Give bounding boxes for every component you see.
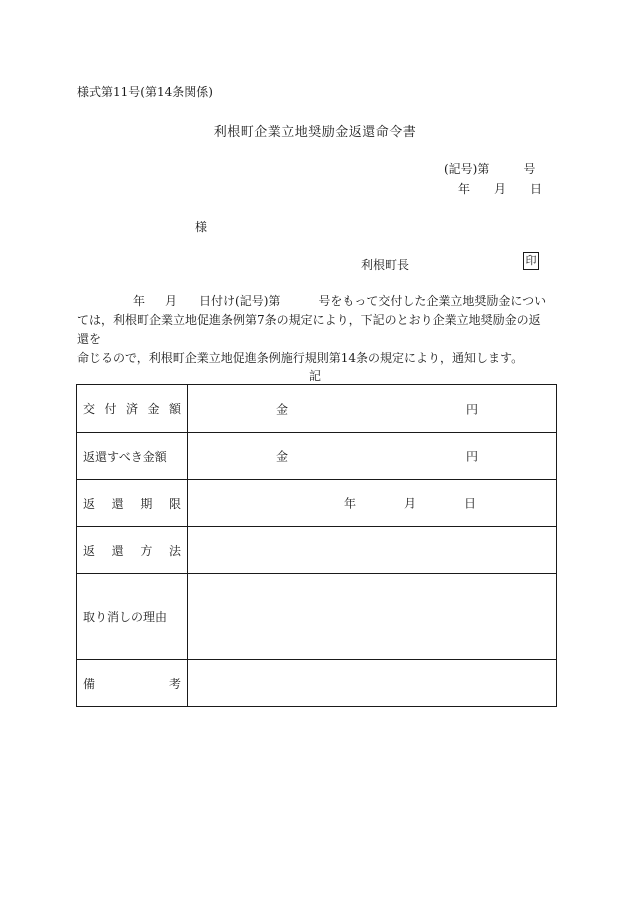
label-refund-amount: 返還すべき金額 <box>77 433 188 480</box>
issuer-name: 利根町長 <box>361 258 410 272</box>
table-row <box>77 527 557 574</box>
label-char: 交 <box>83 402 96 416</box>
label-char: 方 <box>140 543 153 558</box>
body-month: 月 <box>165 294 178 308</box>
deadline-year: 年 <box>344 496 357 511</box>
records-table <box>76 384 557 707</box>
value-paid-amount[interactable] <box>188 385 557 433</box>
body-line-2: ては，利根町企業立地促進条例第7条の規定により，下記のとおり企業立地奨励金の返還を <box>77 313 541 346</box>
value-cancellation-reason[interactable] <box>188 574 557 660</box>
label-char: 法 <box>168 543 181 558</box>
label-char: 額 <box>168 402 181 416</box>
body-issue-ref: 号をもって交付した企業立地奨励金につい <box>318 294 547 308</box>
issue-date-year: 年 <box>458 182 471 196</box>
body-year: 年 <box>133 294 146 308</box>
table-row <box>77 480 557 527</box>
deadline-day: 日 <box>464 496 477 511</box>
reference-prefix: (記号)第 <box>444 162 490 176</box>
table-row <box>77 385 557 433</box>
deadline-month: 月 <box>404 496 417 511</box>
body-dated-ref: 日付け(記号)第 <box>199 294 281 308</box>
reference-suffix: 号 <box>523 162 536 176</box>
seal-stamp: 印 <box>523 252 539 270</box>
table-row <box>77 433 557 480</box>
issue-date-day: 日 <box>530 182 543 196</box>
label-char: 金 <box>147 402 160 416</box>
label-char: 期 <box>140 496 153 511</box>
label-refund-deadline <box>77 480 188 527</box>
label-cancellation-reason: 取り消しの理由 <box>77 574 188 660</box>
label-char: 付 <box>104 402 117 416</box>
yen-label: 円 <box>466 449 479 464</box>
label-paid-amount <box>77 385 188 433</box>
label-char: 返 <box>83 496 96 511</box>
addressee-honorific: 様 <box>195 220 208 234</box>
issue-date <box>458 180 542 197</box>
label-char: 考 <box>168 676 181 691</box>
label-refund-method <box>77 527 188 574</box>
label-remarks <box>77 660 188 707</box>
ki-label: 記 <box>308 369 321 383</box>
label-char: 還 <box>111 543 124 558</box>
body-line-3: 命じるので，利根町企業立地促進条例施行規則第14条の規定により，通知します。 <box>77 351 524 365</box>
label-char: 還 <box>111 496 124 511</box>
yen-label: 円 <box>466 402 479 416</box>
label-char: 返 <box>83 543 96 558</box>
value-refund-deadline[interactable] <box>188 480 557 527</box>
value-refund-amount[interactable] <box>188 433 557 480</box>
label-char: 済 <box>125 402 138 416</box>
kin-label: 金 <box>276 402 289 416</box>
reference-number <box>444 160 535 177</box>
body-paragraph <box>77 292 552 368</box>
table-row <box>77 660 557 707</box>
table-row <box>77 574 557 660</box>
label-char: 限 <box>168 496 181 511</box>
kin-label: 金 <box>276 449 289 464</box>
document-title: 利根町企業立地奨励金返還命令書 <box>213 125 417 140</box>
value-remarks[interactable] <box>188 660 557 707</box>
value-refund-method[interactable] <box>188 527 557 574</box>
form-number: 様式第11号(第14条関係) <box>77 85 213 99</box>
issue-date-month: 月 <box>494 182 507 196</box>
label-char: 備 <box>83 676 96 691</box>
